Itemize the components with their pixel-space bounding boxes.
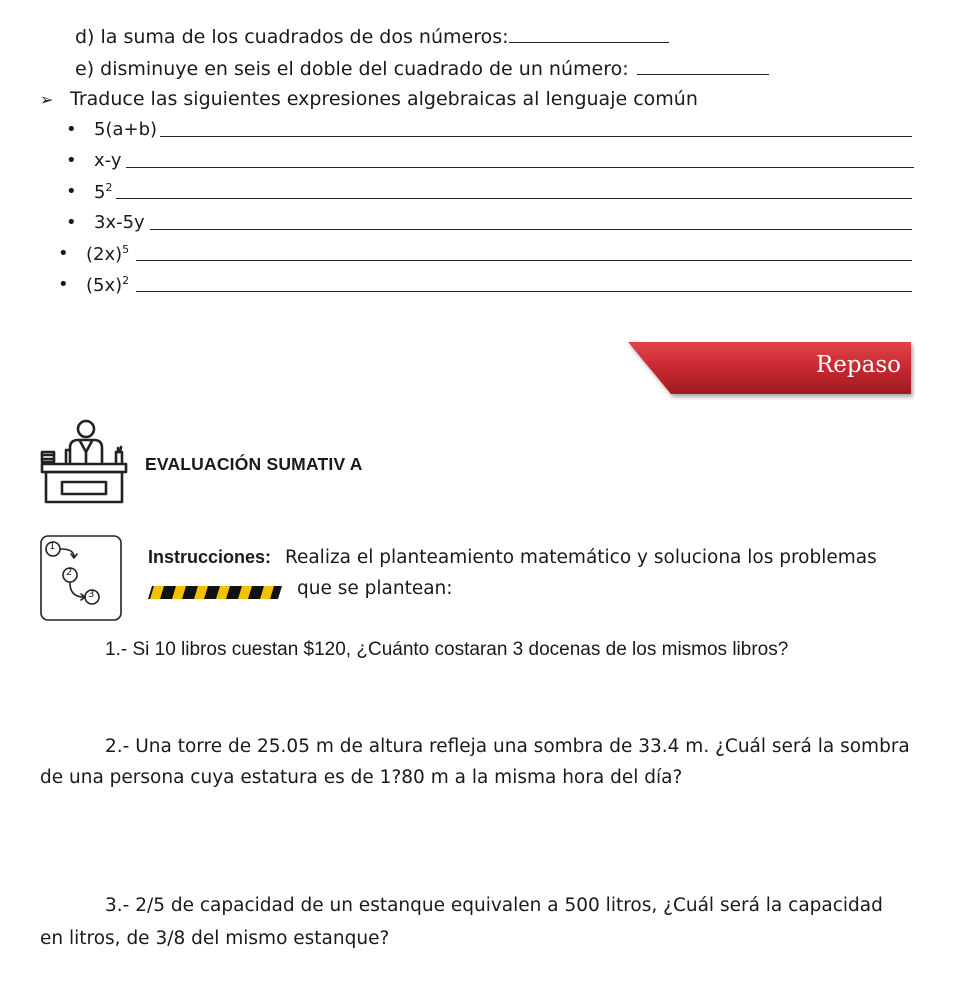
bullet-icon: • bbox=[66, 212, 77, 233]
expression-text bbox=[86, 243, 129, 265]
expression-item bbox=[64, 180, 914, 208]
answer-blank[interactable] bbox=[116, 180, 912, 199]
expression-item bbox=[64, 211, 914, 239]
arrow-bullet-icon: ➢ bbox=[40, 90, 54, 109]
step-number: 2 bbox=[66, 567, 73, 578]
expression-item bbox=[64, 149, 914, 177]
translate-heading bbox=[40, 88, 698, 110]
instructions-colon: : bbox=[265, 547, 272, 567]
problem-3-line2: en litros, de 3/8 del mismo estanque? bbox=[40, 928, 390, 949]
answer-blank[interactable] bbox=[136, 273, 912, 292]
expression-item bbox=[64, 118, 914, 146]
item-d-text: d) la suma de los cuadrados de dos números: bbox=[75, 26, 509, 48]
item-d bbox=[75, 24, 669, 48]
bullet-icon: • bbox=[58, 274, 69, 295]
item-e bbox=[75, 56, 769, 80]
expression-base: (5x) bbox=[86, 275, 123, 296]
expression-text: x-y bbox=[94, 150, 122, 171]
instructions-line2: que se plantean: bbox=[297, 578, 453, 599]
bullet-icon: • bbox=[58, 243, 69, 264]
problem-2-line2: de una persona cuya estatura es de 1?80 m a la misma hora del día? bbox=[40, 767, 683, 788]
expression-text bbox=[86, 274, 129, 296]
bullet-icon: • bbox=[66, 119, 77, 140]
bullet-icon: • bbox=[66, 150, 77, 171]
expression-text: 3x-5y bbox=[94, 212, 145, 233]
translate-heading-text: Traduce las siguientes expresiones algebraicas al lenguaje común bbox=[70, 88, 698, 110]
answer-blank[interactable] bbox=[126, 149, 914, 168]
answer-blank[interactable] bbox=[150, 211, 912, 230]
exponent: 2 bbox=[105, 181, 113, 194]
banner-label: Repaso bbox=[815, 352, 901, 378]
repaso-banner bbox=[625, 338, 915, 400]
instructions-text: Realiza el planteamiento matemático y soluciona los problemas bbox=[284, 547, 877, 568]
exponent: 2 bbox=[122, 274, 130, 287]
instructions-label: Instrucciones bbox=[148, 547, 266, 567]
evaluation-title: EVALUACIÓN SUMATIV A bbox=[145, 454, 363, 474]
answer-blank[interactable] bbox=[136, 242, 912, 261]
steps-icon bbox=[40, 535, 122, 621]
answer-blank[interactable] bbox=[160, 118, 912, 137]
expression-text: 5(a+b) bbox=[94, 119, 158, 140]
step-number: 1 bbox=[49, 541, 56, 552]
problem-1: 1.- Si 10 libros cuestan $120, ¿Cuánto costaran 3 docenas de los mismos libros? bbox=[105, 639, 789, 660]
expression-item bbox=[58, 242, 914, 270]
problem-2-line1: 2.- Una torre de 25.05 m de altura refleja una sombra de 33.4 m. ¿Cuál será la sombra bbox=[105, 736, 910, 757]
answer-blank[interactable] bbox=[509, 24, 669, 43]
expression-text bbox=[94, 181, 112, 203]
caution-stripe bbox=[148, 584, 282, 597]
problem-3-line1: 3.- 2/5 de capacidad de un estanque equivalen a 500 litros, ¿Cuál será la capacidad bbox=[105, 895, 883, 916]
expression-item bbox=[58, 273, 914, 301]
expression-base: (2x) bbox=[86, 244, 123, 265]
teacher-desk-icon bbox=[40, 418, 130, 506]
bullet-icon: • bbox=[66, 181, 77, 202]
instructions-line1 bbox=[148, 547, 877, 569]
step-number: 3 bbox=[88, 589, 95, 600]
item-e-text: e) disminuye en seis el doble del cuadrado de un número: bbox=[75, 58, 629, 80]
expression-base: 5 bbox=[94, 182, 106, 203]
exponent: 5 bbox=[122, 243, 130, 256]
answer-blank[interactable] bbox=[637, 56, 769, 75]
